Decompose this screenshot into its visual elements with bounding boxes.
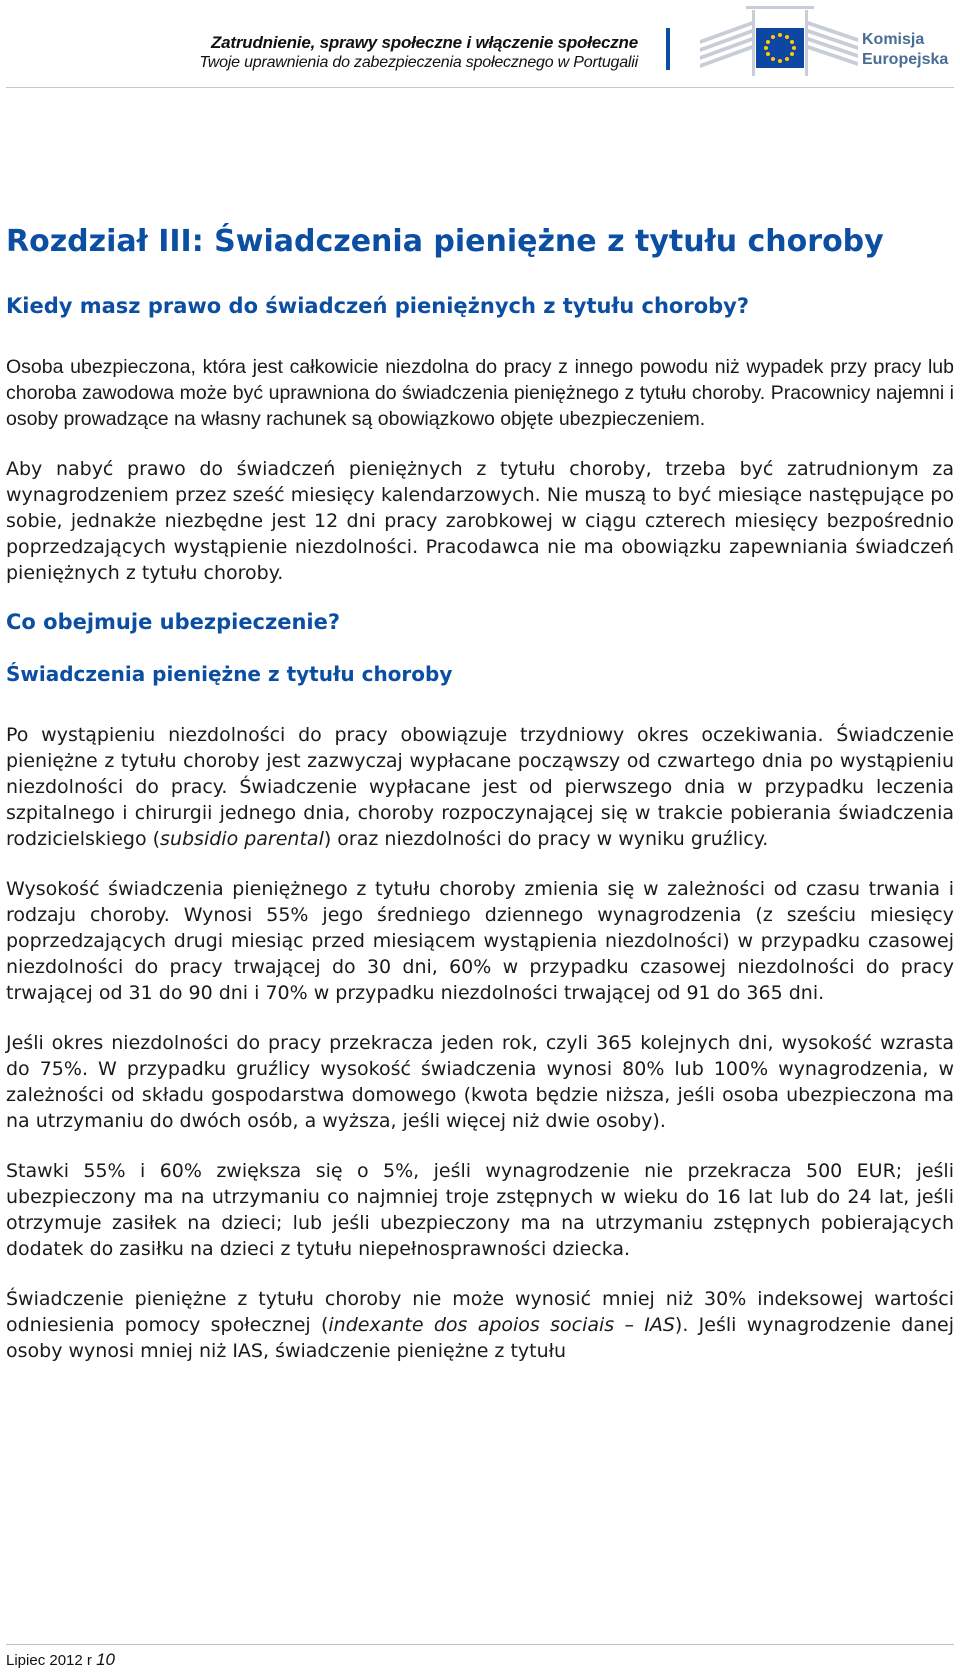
european-commission-logo (700, 0, 960, 88)
section-heading-eligibility: Kiedy masz prawo do świadczeń pieniężnych z tytułu choroby? (6, 294, 750, 318)
header-title: Zatrudnienie, sprawy społeczne i włączenie społeczne (210, 33, 638, 52)
page-number: 10 (96, 1650, 115, 1669)
ec-building-flag-icon (700, 0, 860, 88)
paragraph-3-part-b: ) oraz niezdolności do pracy w wyniku gruźlicy. (323, 828, 769, 850)
paragraph-2: Aby nabyć prawo do świadczeń pieniężnych z tytułu choroby, trzeba być zatrudnionym za wynagrodzeniem przez sześć miesięcy kalendarzowych. Nie muszą to być miesiące następujące po sobie, jednakże niezbędne jest 12 dni pracy zarobkowej w ciągu czterech miesięcy bezpośrednio poprzedzających wystąpienie niezdolności. Pracodawca nie ma obowiązku zapewniania świadczeń pieniężnych z tytułu choroby. (6, 458, 954, 584)
paragraph-7 (6, 1286, 954, 1364)
paragraph-3-part-a: Po wystąpieniu niezdolności do pracy obowiązuje trzydniowy okres oczekiwania. Świadczenie pieniężne z tytułu choroby jest zazwyczaj wypłacane począwszy od czwartego dnia po wystąpieniu niezdolności do pracy. Świadczenie wypłacane jest od pierwszego dnia w przypadku leczenia szpitalnego i chirurgii jednego dnia, choroby rozpoczynającej się w trakcie pobierania świadczenia rodzicielskiego ( (6, 724, 954, 850)
paragraph-7-italic: indexante dos apoios sociais – IAS (328, 1314, 675, 1336)
paragraph-6: Stawki 55% i 60% zwiększa się o 5%, jeśli wynagrodzenie nie przekracza 500 EUR; jeśli ubezpieczony ma na utrzymaniu co najmniej troje zstępnych w wieku do 16 lat lub do 24 lat, jeśli otrzymuje zasiłek na dzieci; lub jeśli ubezpieczony ma na utrzymaniu zstępnych pobierających dodatek do zasiłku na dzieci z tytułu niepełnosprawności dziecka. (6, 1160, 954, 1260)
page-footer (6, 1650, 115, 1670)
header-text (199, 32, 638, 73)
header-rule (6, 87, 954, 88)
footer-rule (6, 1644, 954, 1645)
logo-line-2: Europejska (862, 51, 949, 68)
section-heading-coverage: Co obejmuje ubezpieczenie? (6, 610, 341, 634)
document-body (6, 222, 954, 1364)
subsection-heading-benefits: Świadczenia pieniężne z tytułu choroby (6, 662, 453, 686)
header-divider-bar (666, 28, 670, 70)
footer-date: Lipiec 2012 r (6, 1652, 92, 1669)
paragraph-7-part-b: ). Jeśli wynagrodzenie danej osoby wynosi mniej niż IAS, świadczenie pieniężne z tytułu (6, 1314, 954, 1362)
page-header (0, 0, 960, 90)
paragraph-3-italic: subsidio parental (160, 828, 324, 850)
paragraph-1: Osoba ubezpieczona, która jest całkowicie niezdolna do pracy z innego powodu niż wypadek przy pracy lub choroba zawodowa może być uprawniona do świadczenia pieniężnego z tytułu choroby. Pracownicy najemni i osoby prowadzące na własny rachunek są obowiązkowo objęte ubezpieczeniem. (6, 356, 954, 430)
paragraph-3 (6, 722, 954, 852)
paragraph-5: Jeśli okres niezdolności do pracy przekracza jeden rok, czyli 365 kolejnych dni, wysokość wzrasta do 75%. W przypadku gruźlicy wysokość świadczenia wynosi 80% lub 100% wynagrodzenia, w zależności od składu gospodarstwa domowego (kwota będzie niższa, jeśli osoba ubezpieczona ma na utrzymaniu do dwóch osób, a wyższa, jeśli więcej niż dwie osoby). (6, 1032, 954, 1132)
paragraph-4: Wysokość świadczenia pieniężnego z tytułu choroby zmienia się w zależności od czasu trwania i rodzaju choroby. Wynosi 55% jego średniego dziennego wynagrodzenia (z sześciu miesięcy poprzedzających drugi miesiąc przed miesiącem wystąpienia niezdolności) w przypadku czasowej niezdolności do pracy trwającej do 30 dni, 60% w przypadku czasowej niezdolności do pracy trwającej od 31 do 90 dni i 70% w przypadku niezdolności trwającej od 91 do 365 dni. (6, 878, 954, 1004)
logo-line-1: Komisja (862, 31, 925, 48)
logo-text (862, 30, 948, 70)
header-subtitle: Twoje uprawnienia do zabezpieczenia społecznego w Portugalii (199, 54, 638, 71)
paragraph-7-part-a: Świadczenie pieniężne z tytułu choroby nie może wynosić mniej niż 30% indeksowej wartości odniesienia pomocy społecznej ( (6, 1288, 954, 1336)
chapter-title: Rozdział III: Świadczenia pieniężne z tytułu choroby (6, 224, 884, 259)
